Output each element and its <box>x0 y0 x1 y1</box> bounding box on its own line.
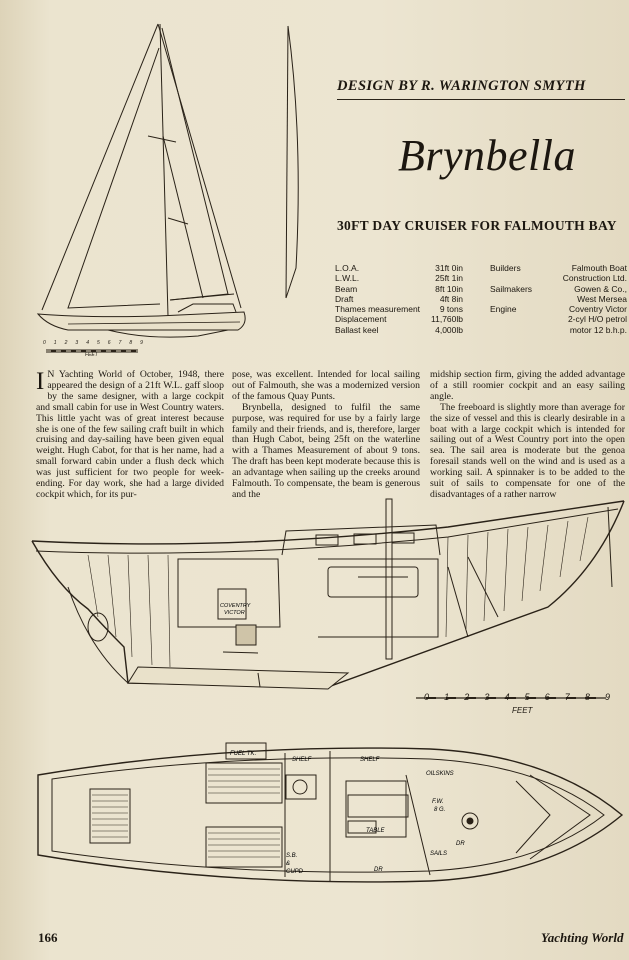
spec-row: Thames measurement 9 tons <box>335 304 463 315</box>
spec-row: Displacement 11,760lb <box>335 314 463 325</box>
builder-row: West Mersea <box>577 293 627 304</box>
builder-row: Construction Ltd. <box>562 273 627 284</box>
scale-tick-label: 3 <box>484 692 490 702</box>
article-paragraph: pose, was excellent. Intended for local sailing out of Falmouth, she was a modernized version of the famous Quay Punts. <box>232 369 420 402</box>
article-column-2 <box>232 370 420 501</box>
hull-scale-ticks <box>424 692 610 702</box>
fuel-tank-label: FUEL TK. <box>230 751 257 757</box>
article-column-3 <box>430 370 625 501</box>
oilskins-label: OILSKINS <box>426 771 454 777</box>
magazine-name: Yachting World <box>541 930 624 945</box>
hull-scale-unit: FEET <box>512 706 533 715</box>
drawers-label: DR <box>456 841 465 847</box>
builder-row: Sailmakers Gowen & Co., <box>490 283 627 294</box>
sail-plan-drawing <box>28 18 318 358</box>
scale-tick-label: 8 <box>129 340 133 346</box>
scale-tick-label: 5 <box>96 340 100 346</box>
spec-row: Beam 8ft 10in <box>335 283 463 294</box>
builder-row: Engine Coventry Victor <box>490 304 627 315</box>
article-paragraph: I N Yachting World of October, 1948, there appeared the design of a 21ft W.L. gaff sloop by the same designer, with a large cockpit and small cabin for use in West Country waters. This little yacht was of great interest because she is one of the few sailing craft built in which cruising and day-sailing have been given equal weight. Hugh Cabot, for that is her name, had a small forward cabin under a flush deck which was just sufficient for two people for week-ending. For day work, she had a large divided cockpit which, for its pur- <box>36 368 224 500</box>
shelf-label-2: SHELF <box>360 757 380 763</box>
sideboard-label-2: & <box>286 861 291 867</box>
article-paragraph: Brynbella, designed to fulfil the same purpose, was required for use by a fairly large family and their friends, and is, therefore, larger than Hugh Cabot, being 25ft on the waterline with a Thames Measurement of about 9 tons. The draft has been kept moderate because this is an advantage when sailing up the creeks around Falmouth. To compensate, the beam is generous and the <box>232 401 420 500</box>
drop-cap: I <box>36 368 45 395</box>
scale-tick-label: 1 <box>444 692 450 702</box>
builder-row: motor 12 b.h.p. <box>569 324 627 335</box>
scale-tick-label: 0 <box>43 340 46 346</box>
scale-tick-label: 9 <box>604 692 610 702</box>
inboard-profile-drawing <box>28 497 627 697</box>
scale-tick-label: 5 <box>524 692 530 702</box>
shelf-label: SHELF <box>292 757 312 763</box>
article-paragraph: midship section firm, giving the added advantage of a still roomier cockpit and an easy sailing angle. <box>430 369 625 402</box>
sail-scale-ticks <box>43 340 143 346</box>
fresh-water-capacity: 8 G. <box>434 807 446 813</box>
article-paragraph: The freeboard is slightly more than average for the size of vessel and this is clearly desirable in a boat with a large cockpit which is intended for sailing out of a West Country port into the open sea. The sail area is moderate but the genoa foresail stands well on the wind and is used as a working sail. A spinnaker is to be added to the suit of sails to compensate for one of the disadvantages of a rather narrow <box>430 401 625 500</box>
scale-tick-label: 2 <box>64 340 68 346</box>
scale-tick-label: 8 <box>584 692 590 702</box>
spec-row: L.O.A. 31ft 0in <box>335 263 463 273</box>
sideboard-label: S.B. <box>286 853 298 859</box>
engine-label: COVENTRY <box>220 603 251 609</box>
scale-tick-label: 4 <box>86 340 89 346</box>
drawers-label-2: DR <box>374 867 383 873</box>
scale-tick-label: 6 <box>107 340 111 346</box>
scale-tick-label: 7 <box>118 340 122 346</box>
builders-table <box>335 263 627 335</box>
scale-tick-label: 9 <box>140 340 143 346</box>
scale-tick-label: 6 <box>544 692 550 702</box>
builder-row: Builders Falmouth Boat <box>490 263 627 273</box>
sail-scale-unit: FEET <box>85 352 98 358</box>
accommodation-plan-drawing <box>30 735 628 915</box>
scale-tick-label: 1 <box>53 340 57 346</box>
page-number: 166 <box>38 930 58 945</box>
article-column-1 <box>36 370 224 501</box>
fresh-water-label: F.W. <box>432 799 444 805</box>
scale-tick-label: 2 <box>464 692 470 702</box>
scale-tick-label: 7 <box>564 692 570 702</box>
boat-name-title: Brynbella <box>398 131 577 180</box>
scale-tick-label: 0 <box>424 692 430 702</box>
article-subtitle: 30FT DAY CRUISER FOR FALMOUTH BAY <box>337 218 617 233</box>
scale-tick-label: 3 <box>75 340 79 346</box>
sideboard-label-3: CUPD <box>286 869 304 875</box>
sails-label: SAILS <box>430 851 448 857</box>
builder-row: 2-cyl H/O petrol <box>567 314 627 325</box>
designer-byline: DESIGN BY R. WARINGTON SMYTH <box>337 78 625 100</box>
table-label: TABLE <box>366 828 385 834</box>
spec-row: Ballast keel 4,000lb <box>335 324 463 335</box>
spec-row: L.W.L. 25ft 1in <box>335 273 463 284</box>
scale-tick-label: 4 <box>504 692 510 702</box>
engine-label-2: VICTOR <box>224 610 245 616</box>
spec-row: Draft 4ft 8in <box>335 293 463 304</box>
